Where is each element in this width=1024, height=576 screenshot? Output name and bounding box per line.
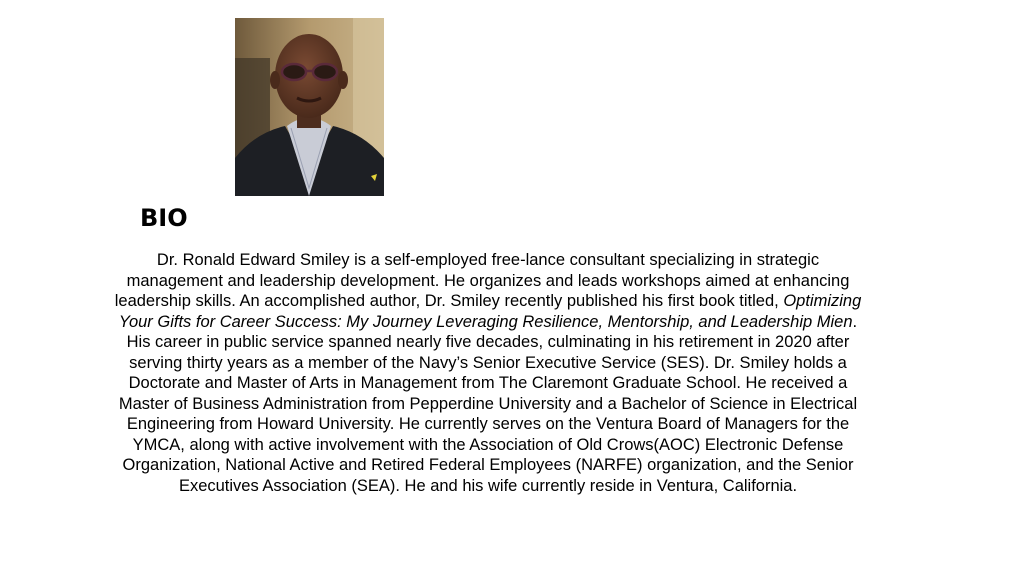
portrait-photo — [235, 18, 384, 196]
book-title: Optimizing Your Gifts for Career Success: My Journey Leveraging Resilience, Mentorship, and Leadership Mien — [118, 292, 862, 331]
bio-text-part2: . His career in public service spanned nearly five decades, culminating in his retirement in 2020 after serving thirty years as a member of the Navy’s Senior Executive Service (SES). Dr. Smiley holds a Doctorate and Master of Arts in Management from The Claremont Graduate School. He received a Master of Business Administration from Pepperdine University and a Bachelor of Science in Electrical Engineering from Howard University. He currently serves on the Ventura Board of Managers for the YMCA, along with active involvement with the Association of Old Crows(AOC) Electronic Defense Organization, National Active and Retired Federal Employees (NARFE) organization, and the Senior Executives Association (SEA). He and his wife currently reside in Ventura, California. — [118, 312, 858, 495]
bio-paragraph — [108, 250, 868, 496]
bio-text-part1: Dr. Ronald Edward Smiley is a self-employed free-lance consultant specializing in strategic management and leadership development. He organizes and leads workshops aimed at enhancing leadership skills. An accomplished author, Dr. Smiley recently published his first book titled, — [114, 251, 850, 310]
portrait-icon — [235, 18, 384, 196]
bio-heading: BIO — [140, 204, 188, 232]
